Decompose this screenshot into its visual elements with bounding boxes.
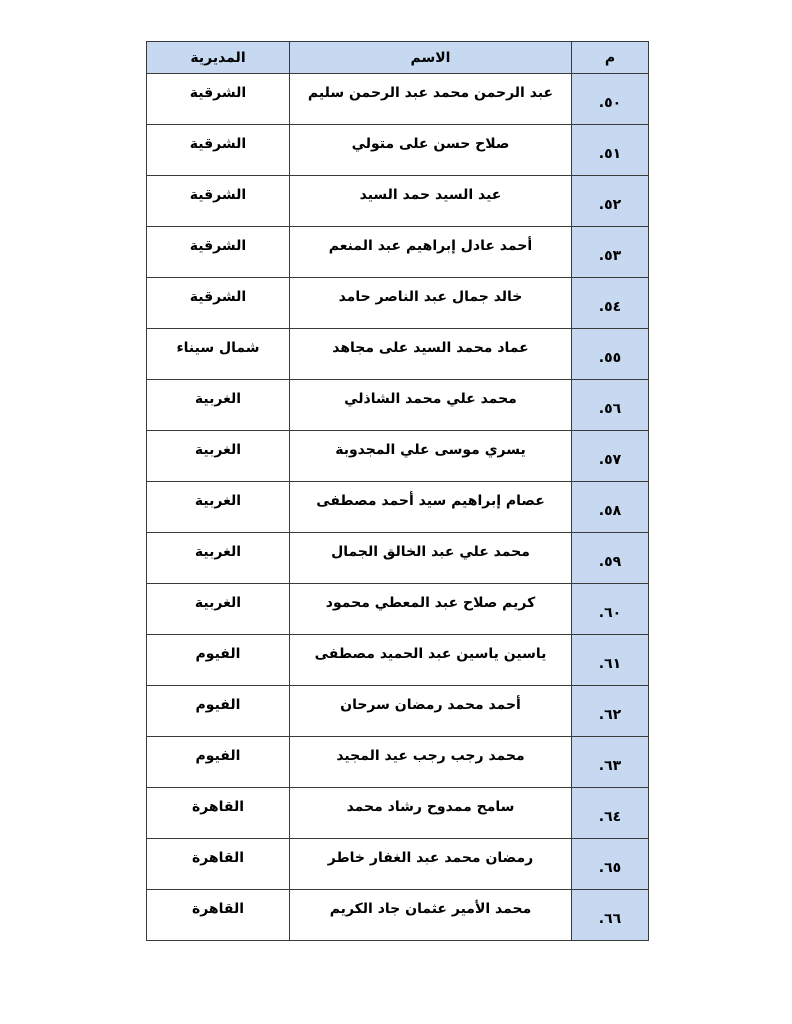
row-directorate: الفيوم xyxy=(147,635,290,686)
row-name: خالد جمال عبد الناصر حامد xyxy=(290,278,572,329)
row-number: .٥٦ xyxy=(572,380,649,431)
row-number: .٥٩ xyxy=(572,533,649,584)
row-name: رمضان محمد عبد الغفار خاطر xyxy=(290,839,572,890)
table-row xyxy=(147,737,649,788)
row-number: .٦٤ xyxy=(572,788,649,839)
row-name: عماد محمد السيد على مجاهد xyxy=(290,329,572,380)
row-name: عيد السيد حمد السيد xyxy=(290,176,572,227)
table-row xyxy=(147,227,649,278)
row-directorate: القاهرة xyxy=(147,839,290,890)
table-row xyxy=(147,176,649,227)
row-directorate: الشرقية xyxy=(147,278,290,329)
row-number: .٥٥ xyxy=(572,329,649,380)
row-directorate: القاهرة xyxy=(147,890,290,941)
table-row xyxy=(147,686,649,737)
row-number: .٦٥ xyxy=(572,839,649,890)
row-directorate: الغربية xyxy=(147,380,290,431)
row-number: .٦٢ xyxy=(572,686,649,737)
row-name: كريم صلاح عبد المعطي محمود xyxy=(290,584,572,635)
row-directorate: الشرقية xyxy=(147,176,290,227)
table-row xyxy=(147,839,649,890)
row-directorate: الشرقية xyxy=(147,74,290,125)
table-row xyxy=(147,635,649,686)
row-number: .٦٦ xyxy=(572,890,649,941)
table-row xyxy=(147,431,649,482)
table-row xyxy=(147,125,649,176)
row-directorate: الغربية xyxy=(147,584,290,635)
row-name: عصام إبراهيم سيد أحمد مصطفى xyxy=(290,482,572,533)
row-directorate: الغربية xyxy=(147,482,290,533)
row-directorate: الغربية xyxy=(147,431,290,482)
row-number: .٥٧ xyxy=(572,431,649,482)
table-row xyxy=(147,584,649,635)
table-row xyxy=(147,380,649,431)
row-number: .٥٢ xyxy=(572,176,649,227)
row-name: سامح ممدوح رشاد محمد xyxy=(290,788,572,839)
table-row xyxy=(147,278,649,329)
header-number: م xyxy=(572,42,649,74)
row-name: محمد علي محمد الشاذلي xyxy=(290,380,572,431)
row-number: .٦٠ xyxy=(572,584,649,635)
row-name: أحمد عادل إبراهيم عبد المنعم xyxy=(290,227,572,278)
row-name: أحمد محمد رمضان سرحان xyxy=(290,686,572,737)
table-row xyxy=(147,482,649,533)
row-name: يسري موسى علي المجدوبة xyxy=(290,431,572,482)
row-number: .٥١ xyxy=(572,125,649,176)
row-directorate: الفيوم xyxy=(147,686,290,737)
row-directorate: شمال سيناء xyxy=(147,329,290,380)
table-header-row xyxy=(147,42,649,74)
row-number: .٦١ xyxy=(572,635,649,686)
table-row xyxy=(147,329,649,380)
row-name: ياسين ياسين عبد الحميد مصطفى xyxy=(290,635,572,686)
row-directorate: الشرقية xyxy=(147,125,290,176)
row-directorate: الشرقية xyxy=(147,227,290,278)
row-number: .٥٣ xyxy=(572,227,649,278)
table-row xyxy=(147,890,649,941)
row-name: صلاح حسن على متولي xyxy=(290,125,572,176)
row-number: .٥٤ xyxy=(572,278,649,329)
row-name: محمد الأمير عثمان جاد الكريم xyxy=(290,890,572,941)
header-name: الاسم xyxy=(290,42,572,74)
header-directorate: المديرية xyxy=(147,42,290,74)
row-directorate: الفيوم xyxy=(147,737,290,788)
names-table xyxy=(146,41,649,941)
table-row xyxy=(147,533,649,584)
table-row xyxy=(147,74,649,125)
row-name: محمد علي عبد الخالق الجمال xyxy=(290,533,572,584)
table-row xyxy=(147,788,649,839)
row-number: .٥٨ xyxy=(572,482,649,533)
table-body xyxy=(147,74,649,941)
row-directorate: القاهرة xyxy=(147,788,290,839)
row-name: عبد الرحمن محمد عبد الرحمن سليم xyxy=(290,74,572,125)
names-table-container xyxy=(146,41,648,941)
row-number: .٦٣ xyxy=(572,737,649,788)
row-directorate: الغربية xyxy=(147,533,290,584)
row-number: .٥٠ xyxy=(572,74,649,125)
row-name: محمد رجب رجب عيد المجيد xyxy=(290,737,572,788)
